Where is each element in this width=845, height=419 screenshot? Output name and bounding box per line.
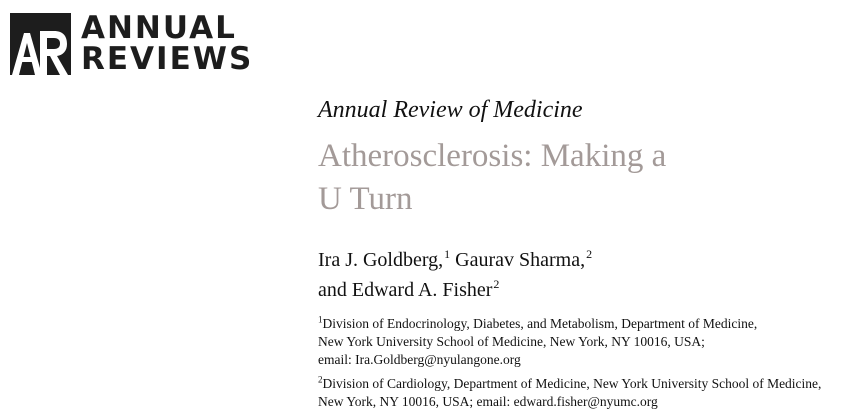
affiliation-1-line-1 [318, 315, 838, 333]
affiliation-2-text-1: Division of Cardiology, Department of Medicine, New York University School of Medicine, [322, 376, 822, 391]
affiliation-2-line-1 [318, 375, 838, 393]
annual-reviews-logo-mark [10, 13, 71, 75]
affiliation-1 [318, 315, 838, 369]
author-1-affil-mark: 1 [444, 247, 451, 262]
title-line-2: U Turn [318, 181, 413, 217]
author-1-name: Ira J. Goldberg, [318, 249, 444, 271]
author-list [318, 245, 838, 305]
authors-line-1 [318, 245, 838, 275]
affiliation-2 [318, 375, 838, 411]
affiliation-1-text-1: Division of Endocrinology, Diabetes, and Metabolism, Department of Medicine, [322, 316, 758, 331]
author-3-name: and Edward A. Fisher [318, 279, 493, 301]
affiliation-2-mark: 2 [318, 374, 323, 385]
article-title [318, 135, 838, 221]
author-2-name: Gaurav Sharma, [455, 249, 586, 271]
affiliation-1-email: email: Ira.Goldberg@nyulangone.org [318, 352, 521, 367]
logo-line-annual: ANNUAL [81, 10, 237, 46]
article-header [318, 96, 838, 411]
author-2-affil-mark: 2 [586, 247, 593, 262]
affiliation-2-line-2: New York, NY 10016, USA; email: edward.fisher@nyumc.org [318, 394, 658, 409]
journal-name: Annual Review of Medicine [318, 97, 583, 123]
logo-line-reviews: REVIEWS [81, 41, 254, 77]
publisher-logo [10, 10, 254, 77]
author-3-affil-mark: 2 [493, 277, 500, 292]
authors-line-2 [318, 275, 838, 305]
affiliation-1-line-2: New York University School of Medicine, New York, NY 10016, USA; [318, 334, 705, 349]
affiliation-1-mark: 1 [318, 314, 323, 325]
title-line-1: Atherosclerosis: Making a [318, 138, 667, 174]
logo-wordmark [81, 10, 254, 77]
